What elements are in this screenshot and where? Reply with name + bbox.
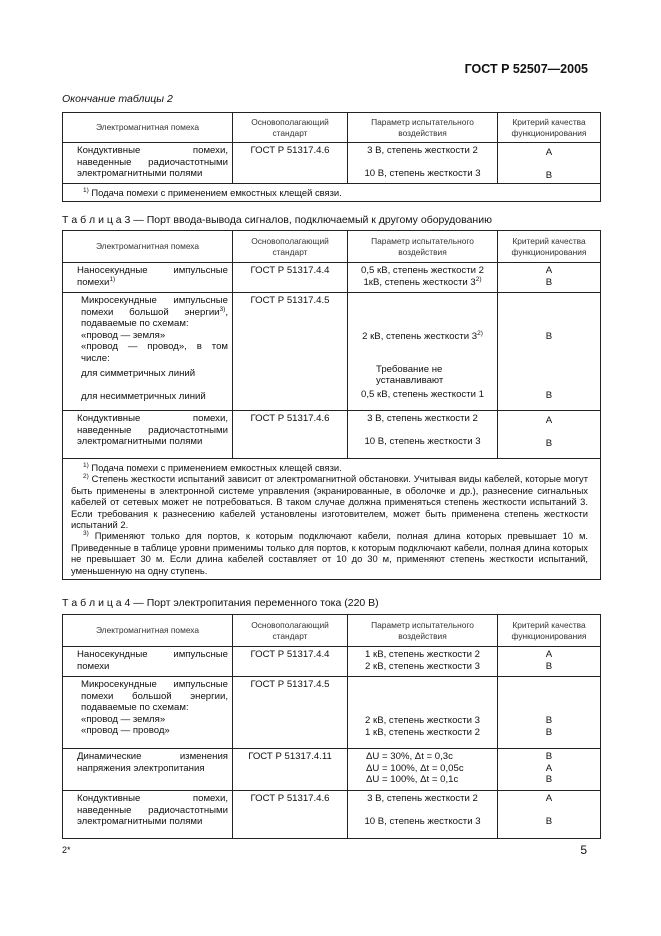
criterion-cell [498,647,601,677]
table-row [63,647,601,677]
criterion-value: В [545,331,553,342]
criterion-value: В [545,715,553,726]
scheme-label: «провод — земля» [81,713,166,725]
column-header: Основополагающий стандарт [233,231,348,263]
column-header: Основополагающий стандарт [233,615,348,647]
parameter-value: 2 кВ, степень жесткости 3 [365,660,480,672]
parameter-value [352,331,493,343]
parameter-cell [348,677,498,749]
column-header: Параметр испытательного воздействия [348,231,498,263]
parameter-value: Требование не устанавливают [376,363,444,386]
footnote-mark: 2) [475,275,482,283]
standard-cell: ГОСТ Р 51317.4.4 [233,263,348,293]
criterion-value: А [545,147,553,158]
criterion-value: В [545,389,553,401]
parameter-value: 3 В, степень жесткости 2 [367,413,478,424]
column-header: Электромагнитная помеха [63,113,233,143]
document-header: ГОСТ Р 52507—2005 [464,62,588,76]
interference-cell: Кондуктивные помехи, наведенные радиочастотными электромагнитными полями [63,143,233,184]
table-row [63,791,601,839]
standard-cell: ГОСТ Р 51317.4.6 [233,143,348,184]
criterion-cell [498,143,601,184]
column-header: Параметр испытательного воздействия [348,113,498,143]
parameter-value: 2 кВ, степень жесткости 3 [365,715,480,726]
table4 [62,614,601,839]
footnote [71,462,588,473]
table3-caption: Т а б л и ц а 3 — Порт ввода-вывода сигналов, подключаемый к другому оборудованию [62,214,492,226]
parameter-text: 2 кВ, степень жесткости 3 [362,331,478,342]
column-header: Критерий качества функционирования [498,615,601,647]
footnote-mark: 1) [109,275,116,283]
parameter-cell [348,647,498,677]
table-row [63,749,601,791]
parameter-cell [348,143,498,184]
criterion-cell [498,293,601,411]
interference-cell: Кондуктивные помехи, наведенные радиочастотными электромагнитными полями [63,411,233,459]
table-row [63,677,601,749]
criterion-value: А [545,793,553,804]
column-header: Параметр испытательного воздействия [348,615,498,647]
interference-text: Микросекундные импульсные помехи большой энергии [81,295,228,318]
scheme-label: для симметричных линий [81,368,196,379]
criterion-value: А [545,265,553,276]
criterion-cell [498,677,601,749]
note-text: Применяют только для портов, к которым подключают кабели, полная длина которых превышает 10 м. Приведенные в таблице уровни применимы только для портов, к которым подключают кабели, полная длина которых не превышает 30 м. Если длина кабелей составляет от 10 до 30 м, применяют степень жесткости испытаний, уменьшенную на одну ступень. [71,530,588,576]
note-text: Степень жесткости испытаний зависит от электромагнитной обстановки. Учитывая виды кабелей, которые могут быть применены в электронной системе управления (экранированные, в оболочке и др.), разнесение сигнальных кабелей от сетевых может не потребоваться. В таком случае должна применяться степень жесткости испытаний 3. Если требования к разнесению кабелей установлены изготовителем, может быть применена степень жесткости испытаний 2. [71,473,588,531]
parameter-value: ΔU = 100%, Δt = 0,05с [366,762,464,774]
table2-note [63,184,601,202]
scheme-label: для несимметричных линий [81,390,206,402]
parameter-value: 0,5 кВ, степень жесткости 2 [361,265,484,276]
column-header: Критерий качества функционирования [498,231,601,263]
parameter-cell [348,293,498,411]
parameter-value [352,277,493,289]
footnote [71,530,588,576]
table-row [63,143,601,184]
parameter-value: 1 кВ, степень жесткости 2 [365,649,480,660]
parameter-cell [348,263,498,293]
note-mark: 1) [83,461,89,469]
scheme-label: «провод — провод», в том числе: [81,341,228,364]
criterion-cell [498,749,601,791]
column-header: Основополагающий стандарт [233,113,348,143]
parameter-value: ΔU = 30%, Δt = 0,3с [366,751,453,762]
note-mark: 3) [83,530,89,538]
parameter-value: 0,5 кВ, степень жесткости 1 [361,388,484,400]
interference-text: , подаваемые по схемам: [81,306,228,329]
criterion-value: В [545,437,553,449]
interference-cell [63,677,233,749]
parameter-value: 10 В, степень жесткости 3 [364,815,481,827]
parameter-value: 10 В, степень жесткости 3 [364,435,481,447]
standard-cell: ГОСТ Р 51317.4.6 [233,411,348,459]
table3-notes [63,459,601,580]
table2 [62,112,601,202]
table3 [62,230,601,580]
criterion-value: А [545,762,553,774]
note-mark: 1) [83,186,89,194]
footnote-mark: 3) [219,305,226,313]
note-mark: 2) [83,473,89,481]
criterion-value: А [545,415,553,426]
parameter-value: 3 В, степень жесткости 2 [367,793,478,804]
interference-cell: Динамические изменения напряжения электропитания [63,749,233,791]
footnote-mark: 2) [477,329,483,337]
scheme-label: «провод — земля» [81,329,166,341]
note-text: Подача помехи с применением емкостных клещей связи. [91,187,342,198]
criterion-value: В [545,751,553,762]
standard-cell: ГОСТ Р 51317.4.6 [233,791,348,839]
parameter-value: ΔU = 100%, Δt = 0,1с [366,774,459,785]
table-row [63,263,601,293]
note-text: Подача помехи с применением емкостных клещей связи. [91,462,342,473]
criterion-value: В [545,276,553,288]
criterion-value: В [545,169,553,181]
parameter-value: 1 кВ, степень жесткости 2 [365,726,480,738]
parameter-value: 3 В, степень жесткости 2 [367,145,478,156]
parameter-cell [348,791,498,839]
column-header: Критерий качества функционирования [498,113,601,143]
standard-cell: ГОСТ Р 51317.4.5 [233,293,348,411]
table2-caption: Окончание таблицы 2 [62,93,173,105]
column-header: Электромагнитная помеха [63,231,233,263]
table-row [63,411,601,459]
interference-cell: Наносекундные импульсные помехи [63,647,233,677]
parameter-value: 10 В, степень жесткости 3 [364,167,481,179]
standard-cell: ГОСТ Р 51317.4.11 [233,749,348,791]
interference-text: Микросекундные импульсные помехи большой энергии, подаваемые по схемам: [81,679,228,713]
interference-text: Наносекундные импульсные помехи [77,265,228,288]
parameter-cell [348,411,498,459]
page-number: 5 [580,843,587,857]
table-row [63,293,601,411]
criterion-value: В [545,815,553,827]
criterion-value: В [545,726,553,738]
criterion-value: В [545,774,553,785]
parameter-text: 1кВ, степень жесткости 3 [363,276,476,288]
interference-cell [63,263,233,293]
parameter-cell [348,749,498,791]
footnote [71,473,588,530]
criterion-cell [498,263,601,293]
criterion-value: А [545,649,553,660]
interference-cell: Кондуктивные помехи, наведенные радиочастотными электромагнитными полями [63,791,233,839]
column-header: Электромагнитная помеха [63,615,233,647]
interference-cell [63,293,233,411]
scheme-label: «провод — провод» [81,725,170,736]
table4-caption: Т а б л и ц а 4 — Порт электропитания переменного тока (220 В) [62,597,379,609]
sheet-mark: 2* [62,845,71,855]
criterion-value: В [545,660,553,672]
standard-cell: ГОСТ Р 51317.4.5 [233,677,348,749]
standard-cell: ГОСТ Р 51317.4.4 [233,647,348,677]
criterion-cell [498,791,601,839]
criterion-cell [498,411,601,459]
